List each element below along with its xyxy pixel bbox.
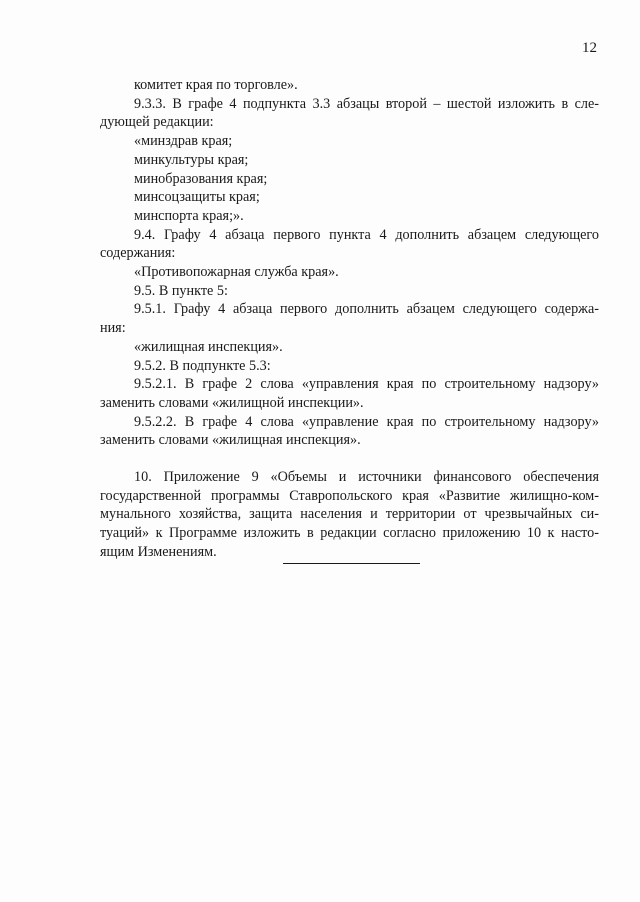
end-divider-line — [283, 563, 420, 564]
text-line: ния: — [100, 320, 126, 337]
text-line: заменить словами «жилищная инспекция». — [100, 432, 361, 449]
text-line: 9.3.3. В графе 4 подпункта 3.3 абзацы второй – шестой изложить в сле- — [134, 95, 599, 112]
text-line: туаций» к Программе изложить в редакции согласно приложению 10 к насто- — [100, 525, 599, 542]
text-line: минобразования края; — [134, 170, 268, 187]
text-line: содержания: — [100, 245, 176, 262]
text-line: «минздрав края; — [134, 133, 233, 150]
text-line: «Противопожарная служба края». — [134, 264, 339, 281]
document-body — [100, 76, 599, 562]
text-line: государственной программы Ставропольского края «Развитие жилищно-ком- — [100, 487, 599, 504]
text-line: дующей редакции: — [100, 114, 214, 131]
text-line: «жилищная инспекция». — [134, 338, 283, 355]
text-line: 10. Приложение 9 «Объемы и источники финансового обеспечения — [134, 469, 599, 486]
text-line: мунального хозяйства, защита населения и территории от чрезвычайных си- — [100, 506, 599, 523]
text-line: 9.5.2. В подпункте 5.3: — [134, 357, 271, 374]
text-line: заменить словами «жилищной инспекции». — [100, 394, 364, 411]
text-line: 9.4. Графу 4 абзаца первого пункта 4 дополнить абзацем следующего — [134, 226, 599, 243]
text-line: комитет края по торговле». — [134, 77, 298, 93]
page-number: 12 — [582, 40, 597, 56]
text-line: минсоцзащиты края; — [134, 189, 260, 206]
text-line: 9.5.2.1. В графе 2 слова «управления края по строительному надзору» — [134, 376, 599, 393]
text-line: 9.5. В пункте 5: — [134, 282, 228, 299]
text-line: 9.5.2.2. В графе 4 слова «управление края по строительному надзору» — [134, 413, 599, 430]
text-line: минкультуры края; — [134, 151, 249, 168]
text-line: 9.5.1. Графу 4 абзаца первого дополнить абзацем следующего содержа- — [134, 301, 599, 318]
paragraph-gap — [100, 450, 599, 468]
text-line: ящим Изменениям. — [100, 543, 217, 560]
text-line: минспорта края;». — [134, 207, 244, 224]
